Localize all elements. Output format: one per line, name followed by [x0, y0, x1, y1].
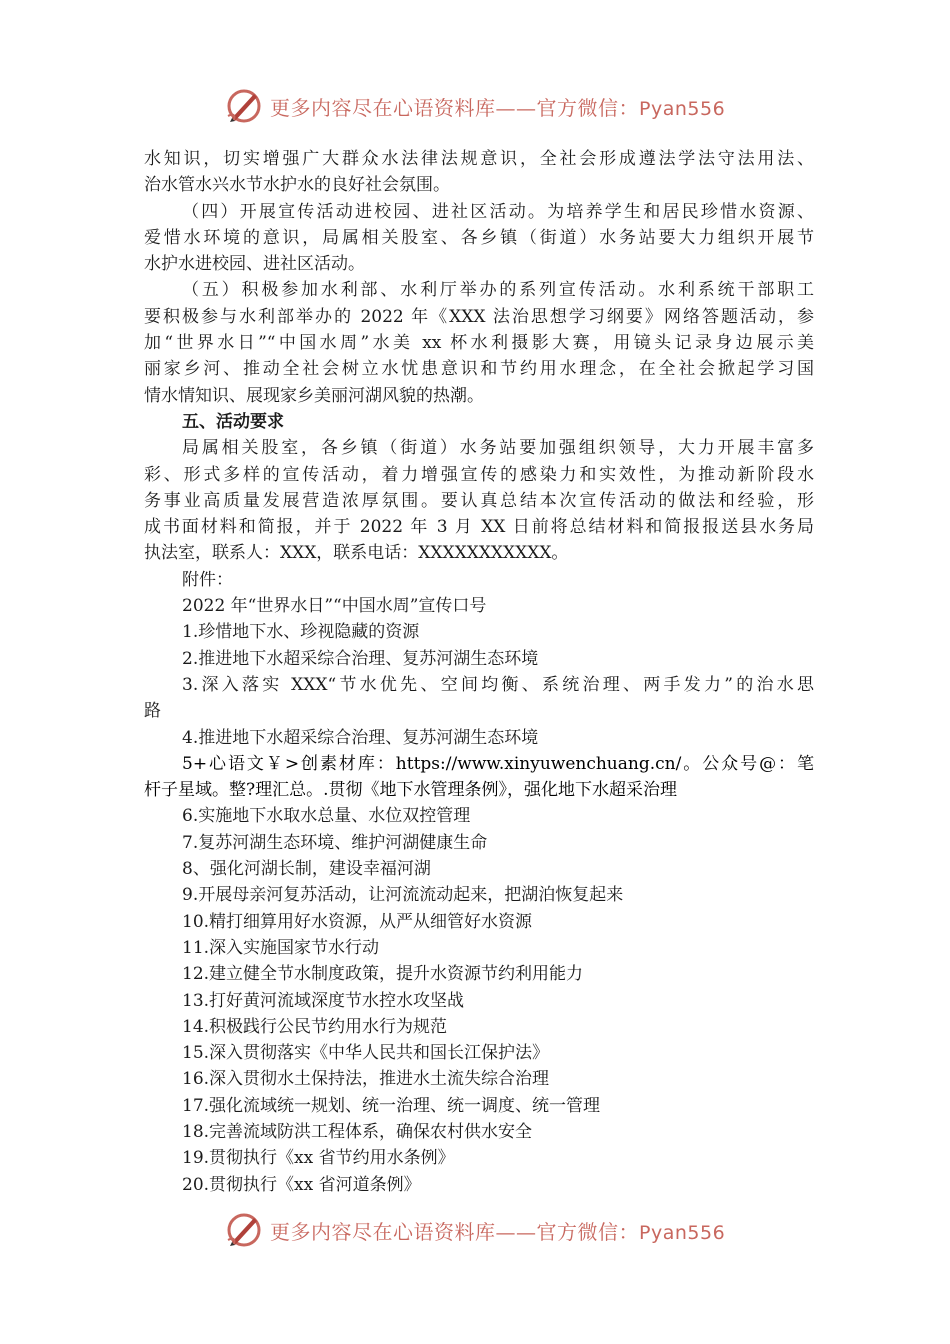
text-line: 爱惜水环境的意识，局属相关股室、各乡镇（街道）水务站要大力组织开展节 [144, 227, 814, 248]
wechat-id: Pyan556 [639, 1221, 726, 1244]
footer-banner [224, 1208, 744, 1252]
banner-slogan: 更多内容尽在心语资料库——官方微信： [270, 95, 639, 120]
text-line: （四）开展宣传活动进校园、进社区活动。为培养学生和居民珍惜水资源、 [182, 201, 814, 222]
list-item: 5+心语文￥>创素材库：https://www.xinyuwenchuang.cn/。公众号@：笔 [182, 753, 814, 774]
text-line: 要积极参与水利部举办的 2022 年《XXX 法治思想学习纲要》网络答题活动，参 [144, 306, 814, 327]
text-line: 治水管水兴水节水护水的良好社会氛围。 [144, 175, 450, 196]
list-item: 17.强化流域统一规划、统一治理、统一调度、统一管理 [182, 1095, 601, 1116]
text-line: 丽家乡河、推动全社会树立水忧患意识和节约用水理念，在全社会掀起学习国 [144, 359, 814, 380]
text-line: 加“世界水日”“中国水周”水美 xx 杯水利摄影大赛，用镜头记录身边展示美 [144, 333, 814, 354]
list-item: 9.开展母亲河复苏活动，让河流流动起来，把湖泊恢复起来 [182, 885, 624, 906]
list-item: 18.完善流域防洪工程体系，确保农村供水安全 [182, 1121, 533, 1142]
list-item: 12.建立健全节水制度政策，提升水资源节约利用能力 [182, 964, 584, 985]
text-line: 情水情知识、展现家乡美丽河湖风貌的热潮。 [144, 385, 484, 406]
list-item: 16.深入贯彻水土保持法，推进水土流失综合治理 [182, 1069, 550, 1090]
attachment-label: 附件： [182, 569, 233, 590]
list-item: 19.贯彻执行《xx 省节约用水条例》 [182, 1148, 455, 1169]
pen-in-circle-logo [224, 1210, 264, 1250]
text-line: 局属相关股室，各乡镇（街道）水务站要加强组织领导，大力开展丰富多 [182, 438, 814, 459]
list-item: 10.精打细算用好水资源，从严从细管好水资源 [182, 911, 533, 932]
list-item: 11.深入实施国家节水行动 [182, 937, 380, 958]
pen-in-circle-logo [224, 86, 264, 126]
list-item-continuation: 路 [144, 701, 161, 722]
list-item: 15.深入贯彻落实《中华人民共和国长江保护法》 [182, 1043, 550, 1064]
text-line: （五）积极参加水利部、水利厅举办的系列宣传活动。水利系统干部职工 [182, 280, 814, 301]
section-heading: 五、活动要求 [182, 411, 284, 432]
list-item: 3.深入落实 XXX“节水优先、空间均衡、系统治理、两手发力”的治水思 [182, 674, 814, 695]
list-item: 6.实施地下水取水总量、水位双控管理 [182, 806, 471, 827]
list-item-continuation: 杆子星域。整?理汇总。.贯彻《地下水管理条例》，强化地下水超采治理 [144, 780, 678, 801]
list-item: 8、强化河湖长制，建设幸福河湖 [182, 859, 431, 880]
list-item: 14.积极践行公民节约用水行为规范 [182, 1016, 448, 1037]
text-line: 彩、形式多样的宣传活动，着力增强宣传的感染力和实效性，为推动新阶段水 [144, 464, 814, 485]
wechat-id: Pyan556 [639, 97, 726, 120]
banner-text [270, 92, 725, 121]
text-line: 水护水进校园、进社区活动。 [144, 254, 365, 275]
list-item: 1.珍惜地下水、珍视隐藏的资源 [182, 622, 420, 643]
document-body [144, 146, 814, 1198]
list-item: 2.推进地下水超采综合治理、复苏河湖生态环境 [182, 648, 539, 669]
header-banner [224, 84, 744, 128]
text-line: 务事业高质量发展营造浓厚氛围。要认真总结本次宣传活动的做法和经验，形 [144, 490, 814, 511]
text-line: 水知识，切实增强广大群众水法律法规意识，全社会形成遵法学法守法用法、 [144, 149, 814, 169]
banner-text [270, 1216, 725, 1245]
slogan-list-title: 2022 年“世界水日”“中国水周”宣传口号 [182, 596, 487, 617]
text-line: 成书面材料和简报，并于 2022 年 3 月 XX 日前将总结材料和简报报送县水务局 [144, 517, 814, 538]
banner-slogan: 更多内容尽在心语资料库——官方微信： [270, 1219, 639, 1244]
list-item: 4.推进地下水超采综合治理、复苏河湖生态环境 [182, 727, 539, 748]
list-item: 20.贯彻执行《xx 省河道条例》 [182, 1174, 421, 1195]
text-line: 执法室，联系人：XXX，联系电话：XXXXXXXXXXX。 [144, 543, 569, 564]
list-item: 13.打好黄河流域深度节水控水攻坚战 [182, 990, 465, 1011]
list-item: 7.复苏河湖生态环境、维护河湖健康生命 [182, 832, 488, 853]
